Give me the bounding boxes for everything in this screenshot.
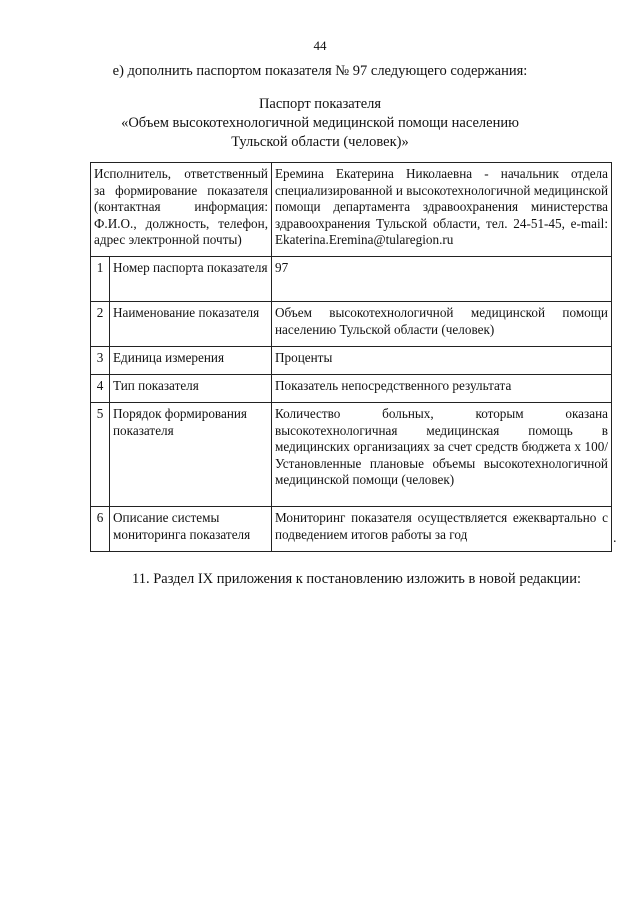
closing-paragraph: 11. Раздел IX приложения к постановлению изложить в новой редакции: — [132, 571, 581, 587]
table-row — [91, 257, 612, 302]
table-row — [91, 302, 612, 347]
row-number: 1 — [91, 257, 110, 302]
row-number: 4 — [91, 375, 110, 403]
passport-title-line-3: Тульской области (человек)» — [231, 134, 409, 150]
table-row — [91, 403, 612, 507]
row-value: Объем высокотехнологичной медицинской помощи населению Тульской области (человек) — [272, 302, 612, 347]
page-number: 44 — [313, 38, 327, 53]
row-label: Тип показателя — [110, 375, 272, 403]
table-row — [91, 375, 612, 403]
row-number: 6 — [91, 507, 110, 552]
row-value: Проценты — [272, 347, 612, 375]
row-value: Количество больных, которым оказана высокотехнологичная медицинская помощь в медицинских организациях за счет средств бюджета х 100/ Установленные плановые объемы высокотехнологичной медицинской помощи (человек) — [272, 403, 612, 507]
passport-table — [90, 162, 612, 552]
row-label: Номер паспорта показателя — [110, 257, 272, 302]
passport-title-line-1: Паспорт показателя — [258, 96, 382, 112]
row-value: 97 — [272, 257, 612, 302]
table-row — [91, 347, 612, 375]
row-label: Описание системы мониторинга показателя — [110, 507, 272, 552]
row-number: 2 — [91, 302, 110, 347]
table-row — [91, 507, 612, 552]
row-label: Наименование показателя — [110, 302, 272, 347]
executor-value: Еремина Екатерина Николаевна - начальник отдела специализированной и высокотехнологичной медицинской помощи департамента здравоохранения министерства здравоохранения Тульской области, тел. 24-51-45, e-mail: Ekaterina.Eremina@tularegion.ru — [272, 163, 612, 257]
row-value: Мониторинг показателя осуществляется ежеквартально с подведением итогов работы за год — [272, 507, 612, 552]
table-trailing-mark: . — [613, 531, 617, 546]
intro-line: е) дополнить паспортом показателя № 97 следующего содержания: — [112, 63, 528, 79]
row-label: Единица измерения — [110, 347, 272, 375]
table-row-executor — [91, 163, 612, 257]
row-number: 3 — [91, 347, 110, 375]
row-value: Показатель непосредственного результата — [272, 375, 612, 403]
passport-title-line-2: «Объем высокотехнологичной медицинской помощи населению — [121, 115, 519, 131]
row-number: 5 — [91, 403, 110, 507]
row-label: Порядок формирования показателя — [110, 403, 272, 507]
executor-label: Исполнитель, ответственный за формирование показателя (контактная информация: Ф.И.О., должность, телефон, адрес электронной почты) — [91, 163, 272, 257]
passport-title — [0, 95, 640, 152]
